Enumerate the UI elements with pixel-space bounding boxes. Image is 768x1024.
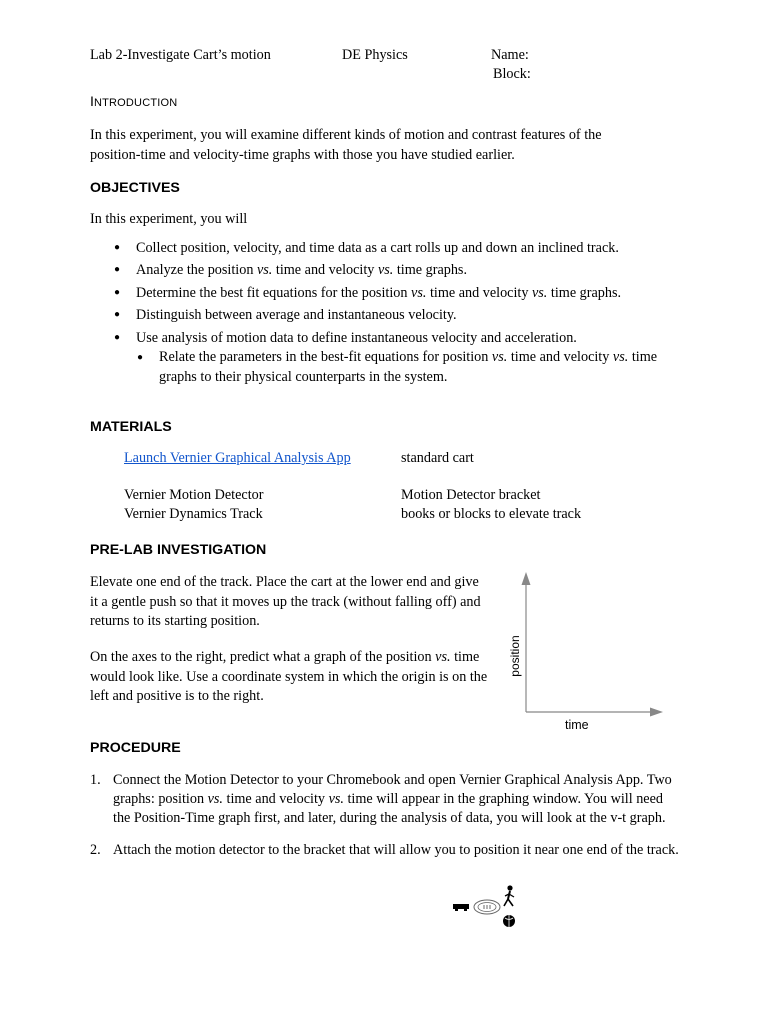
vs-italic: vs. [491,349,508,365]
y-axis-label: position [508,635,522,677]
materials-heading: MATERIALS [90,419,172,435]
step-text: Connect the Motion Detector to your Chromebook and open Vernier Graphical Analysis App. Two graphs: position [113,772,672,807]
paragraph-text: On the axes to the right, predict what a graph of the position [90,649,436,665]
objectives-list [114,237,684,349]
objective-text: Collect position, velocity, and time data as a cart rolls up and down an inclined track. [136,240,619,256]
objective-item [114,304,684,326]
ball-icon [503,915,515,927]
vs-italic: vs. [612,349,629,365]
step-text: Attach the motion detector to the bracket that will allow you to position it near one end of the track. [113,842,679,858]
step-number: 2. [90,842,101,858]
vs-italic: vs. [256,262,273,279]
material-item: standard cart [401,450,474,466]
objective-item [114,237,684,259]
x-axis-label: time [565,718,589,732]
walker-setting-icon [504,885,514,906]
objective-text: time and velocity [507,349,613,365]
heading-rest: NTRODUCTION [93,97,178,109]
lab-title: Lab 2-Investigate Cart’s motion [90,47,271,63]
prelab-paragraph-1: Elevate one end of the track. Place the cart at the lower end and give it a gentle push so that it moves up the track (without falling off) and returns to its starting position. [90,574,481,629]
objectives-sublist [137,348,667,387]
materials-left-column [124,449,354,468]
heading-initial: I [90,94,94,110]
objectives-heading: OBJECTIVES [90,180,180,196]
objective-text: Analyze the position [136,262,257,279]
objective-item [114,327,684,349]
objective-text: time and velocity [426,284,532,301]
objective-text: time graphs to their physical counterparts in the system. [159,349,658,385]
material-item: books or blocks to elevate track [401,506,582,522]
procedure-step [90,841,680,860]
prelab-heading: PRE-LAB INVESTIGATION [90,542,267,558]
objective-text: Use analysis of motion data to define instantaneous velocity and acceleration. [136,329,577,346]
vs-italic: vs. [435,649,451,665]
material-item: Motion Detector bracket [401,487,541,503]
prelab-paragraph-2 [90,648,493,707]
material-item: Vernier Dynamics Track [124,506,263,522]
objective-text: Relate the parameters in the best-fit equations for position [159,349,492,365]
name-label: Name: [491,47,529,63]
vs-italic: vs. [531,284,548,301]
objective-text: time graphs. [547,284,622,301]
objective-item [114,259,684,281]
step-number: 1. [90,772,101,788]
vs-italic: vs. [377,262,394,279]
step-text: time will appear in the graphing window. You will need the Position-Time graph first, and later, during the analysis of data, you will look at the v-t graph. [113,791,666,826]
paragraph-text: time would look like. Use a coordinate system in which the origin is on the left and positive is to the right. [90,649,488,704]
procedure-step [90,771,680,828]
objective-subitem [137,348,667,387]
launch-app-link[interactable]: Launch Vernier Graphical Analysis App [124,450,351,466]
material-item: Vernier Motion Detector [124,487,264,503]
course-label: DE Physics [342,47,408,63]
objectives-lead: In this experiment, you will [90,211,248,227]
introduction-heading [90,94,177,110]
procedure-heading: PROCEDURE [90,740,181,756]
vs-italic: vs. [411,284,427,301]
x-axis-arrow-icon [650,708,663,717]
cart-setting-icon [453,904,469,911]
objective-text: time graphs. [393,262,467,279]
objective-text: Determine the best fit equations for the position [136,284,412,301]
procedure-list [90,771,680,873]
ball-setting-icon [474,900,500,914]
position-time-axes [500,565,670,740]
vs-italic: vs. [328,791,344,807]
y-axis-arrow-icon [522,572,531,585]
block-label: Block: [493,66,531,82]
objective-text: time and velocity [272,262,378,279]
step-text: time and velocity [222,791,329,807]
vs-italic: vs. [207,791,223,807]
objective-text: Distinguish between average and instantaneous velocity. [136,307,457,324]
motion-detector-switch-icon [450,884,520,930]
introduction-text: In this experiment, you will examine different kinds of motion and contrast features of the position-time and velocity-time graphs with those you have studied earlier. [90,127,602,163]
objective-item [114,282,684,304]
